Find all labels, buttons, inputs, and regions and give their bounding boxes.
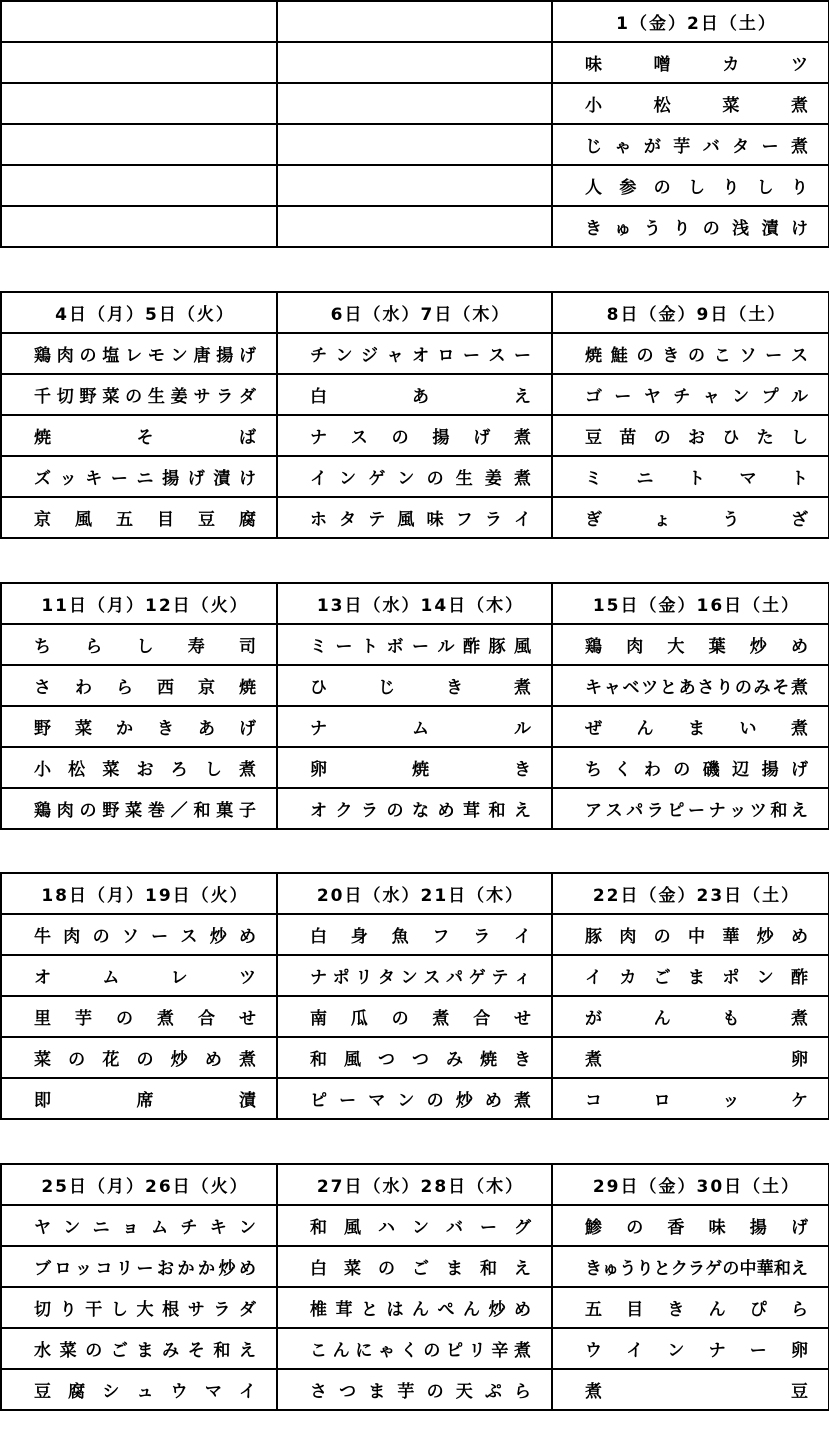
menu-item: コ​ロ​ッ​ケ — [585, 1091, 808, 1111]
menu-cell — [1, 788, 277, 829]
menu-row — [1, 955, 829, 996]
day-header: 25日（月）26日（火） — [1, 1164, 277, 1205]
menu-row — [1, 497, 829, 538]
week-header-row — [1, 1164, 829, 1205]
menu-cell — [552, 83, 829, 124]
menu-item: 椎​茸​と​は​ん​ぺ​ん​炒​め — [310, 1300, 531, 1320]
week-2-table — [0, 291, 829, 539]
menu-row — [1, 374, 829, 415]
menu-item: 鶏​肉​の​野​菜​巻​／​和​菓​子 — [34, 801, 256, 821]
day-header — [277, 1, 552, 42]
menu-item: 小​松​菜​煮 — [585, 96, 808, 116]
menu-cell — [552, 624, 829, 665]
week-5-table — [0, 1163, 829, 1411]
day-header: 27日（水）28日（木） — [277, 1164, 552, 1205]
menu-item: き​ゅ​う​り​と​ク​ラ​ゲ​の​中​華​和​え — [585, 1259, 808, 1279]
menu-item: 千​切​野​菜​の​生​姜​サ​ラ​ダ — [34, 387, 256, 407]
menu-item: ウ​イ​ン​ナ​ー​卵 — [585, 1341, 808, 1361]
day-header: 11日（月）12日（火） — [1, 583, 277, 624]
day-header: 8日（金）9日（土） — [552, 292, 829, 333]
week-1-block — [0, 0, 829, 248]
day-header: 20日（水）21日（木） — [277, 873, 552, 914]
day-header: 15日（金）16日（土） — [552, 583, 829, 624]
day-header: 22日（金）23日（土） — [552, 873, 829, 914]
menu-row — [1, 206, 829, 247]
menu-row — [1, 1369, 829, 1410]
menu-item: ズ​ッ​キ​ー​ニ​揚​げ​漬​け — [34, 469, 256, 489]
menu-item: 豆​腐​シ​ュ​ウ​マ​イ — [34, 1382, 256, 1402]
menu-item: ぜ​ん​ま​い​煮 — [585, 719, 808, 739]
menu-cell — [1, 706, 277, 747]
menu-cell — [552, 165, 829, 206]
menu-item: 野​菜​か​き​あ​げ — [34, 719, 256, 739]
menu-cell — [1, 1037, 277, 1078]
menu-cell — [1, 415, 277, 456]
day-header: 6日（水）7日（木） — [277, 292, 552, 333]
menu-cell — [1, 374, 277, 415]
menu-item: ミ​ニ​ト​マ​ト — [585, 469, 808, 489]
menu-cell — [1, 624, 277, 665]
menu-item: 小​松​菜​お​ろ​し​煮 — [34, 760, 256, 780]
menu-item: イ​ン​ゲ​ン​の​生​姜​煮 — [310, 469, 531, 489]
menu-cell — [277, 996, 552, 1037]
week-header-row — [1, 1, 829, 42]
menu-cell — [1, 665, 277, 706]
menu-item: ち​ら​し​寿​司 — [34, 637, 256, 657]
menu-cell — [277, 415, 552, 456]
menu-cell — [277, 788, 552, 829]
menu-cell — [552, 42, 829, 83]
menu-cell — [552, 1037, 829, 1078]
menu-item: ミ​ー​ト​ボ​ー​ル​酢​豚​風 — [310, 637, 531, 657]
menu-item: 豚​肉​の​中​華​炒​め — [585, 927, 808, 947]
menu-item: ピ​ー​マ​ン​の​炒​め​煮 — [310, 1091, 531, 1111]
menu-cell — [552, 1328, 829, 1369]
menu-cell — [1, 914, 277, 955]
menu-row — [1, 1246, 829, 1287]
menu-item: イ​カ​ご​ま​ポ​ン​酢 — [585, 968, 808, 988]
menu-row — [1, 415, 829, 456]
menu-cell — [277, 42, 552, 83]
menu-item: ち​く​わ​の​磯​辺​揚​げ — [585, 760, 808, 780]
menu-cell — [552, 206, 829, 247]
menu-cell — [277, 914, 552, 955]
menu-cell — [552, 1369, 829, 1410]
menu-cell — [277, 124, 552, 165]
menu-cell — [1, 83, 277, 124]
menu-item: が​ん​も​煮 — [585, 1009, 808, 1029]
menu-cell — [277, 456, 552, 497]
menu-row — [1, 83, 829, 124]
menu-cell — [552, 1287, 829, 1328]
menu-item: 煮​卵 — [585, 1050, 808, 1070]
menu-cell — [1, 996, 277, 1037]
menu-cell — [1, 1205, 277, 1246]
menu-item: ナ​ポ​リ​タ​ン​ス​パ​ゲ​テ​ィ — [310, 968, 531, 988]
menu-cell — [277, 1205, 552, 1246]
menu-row — [1, 1037, 829, 1078]
menu-cell — [277, 665, 552, 706]
menu-item: 南​瓜​の​煮​合​せ — [310, 1009, 531, 1029]
menu-cell — [277, 1246, 552, 1287]
menu-cell — [277, 165, 552, 206]
week-4-block — [0, 872, 829, 1120]
menu-item: 白​あ​え — [310, 387, 531, 407]
menu-cell — [1, 955, 277, 996]
menu-item: じ​ゃ​が​芋​バ​タ​ー​煮 — [585, 137, 808, 157]
menu-cell — [1, 497, 277, 538]
menu-cell — [277, 1369, 552, 1410]
menu-item: 卵​焼​き — [310, 760, 531, 780]
menu-cell — [277, 624, 552, 665]
menu-row — [1, 788, 829, 829]
menu-row — [1, 1287, 829, 1328]
menu-cell — [552, 665, 829, 706]
menu-row — [1, 996, 829, 1037]
menu-cell — [1, 747, 277, 788]
week-1-table — [0, 0, 829, 248]
menu-item: オ​ク​ラ​の​な​め​茸​和​え — [310, 801, 531, 821]
menu-cell — [277, 206, 552, 247]
menu-cell — [1, 42, 277, 83]
menu-item: 白​菜​の​ご​ま​和​え — [310, 1259, 531, 1279]
menu-item: 京​風​五​目​豆​腐 — [34, 510, 256, 530]
menu-cell — [1, 1078, 277, 1119]
menu-item: ゴ​ー​ヤ​チ​ャ​ン​プ​ル — [585, 387, 808, 407]
menu-cell — [277, 706, 552, 747]
day-header: 1（金）2日（土） — [552, 1, 829, 42]
menu-cell — [1, 1246, 277, 1287]
menu-row — [1, 42, 829, 83]
menu-row — [1, 624, 829, 665]
menu-item: ナ​ス​の​揚​げ​煮 — [310, 428, 531, 448]
day-header: 13日（水）14日（木） — [277, 583, 552, 624]
menu-cell — [552, 124, 829, 165]
menu-cell — [277, 1287, 552, 1328]
menu-cell — [277, 374, 552, 415]
week-2-block — [0, 291, 829, 539]
menu-row — [1, 124, 829, 165]
week-3-table — [0, 582, 829, 830]
menu-cell — [1, 206, 277, 247]
menu-cell — [277, 83, 552, 124]
menu-cell — [552, 914, 829, 955]
menu-item: 豆​苗​の​お​ひ​た​し — [585, 428, 808, 448]
day-header: 18日（月）19日（火） — [1, 873, 277, 914]
menu-item: 人​参​の​し​り​し​り — [585, 178, 808, 198]
menu-item: き​ゅ​う​り​の​浅​漬​け — [585, 219, 808, 239]
menu-cell — [552, 1205, 829, 1246]
menu-item: ナ​ム​ル — [310, 719, 531, 739]
menu-item: 白​身​魚​フ​ラ​イ — [310, 927, 531, 947]
menu-cell — [552, 456, 829, 497]
menu-item: チ​ン​ジ​ャ​オ​ロ​ー​ス​ー — [310, 346, 531, 366]
menu-cell — [1, 124, 277, 165]
menu-cell — [277, 497, 552, 538]
menu-item: 五​目​き​ん​ぴ​ら — [585, 1300, 808, 1320]
menu-row — [1, 665, 829, 706]
menu-cell — [277, 333, 552, 374]
menu-item: キ​ャ​ベ​ツ​と​あ​さ​り​の​み​そ​煮 — [585, 678, 808, 698]
menu-cell — [552, 1078, 829, 1119]
menu-cell — [277, 955, 552, 996]
menu-cell — [1, 1328, 277, 1369]
menu-item: さ​つ​ま​芋​の​天​ぷ​ら — [310, 1382, 531, 1402]
menu-row — [1, 456, 829, 497]
menu-cell — [552, 996, 829, 1037]
week-header-row — [1, 292, 829, 333]
menu-item: 牛​肉​の​ソ​ー​ス​炒​め — [34, 927, 256, 947]
week-4-table — [0, 872, 829, 1120]
menu-item: 味​噌​カ​ツ — [585, 55, 808, 75]
menu-row — [1, 165, 829, 206]
menu-row — [1, 706, 829, 747]
menu-item: こ​ん​に​ゃ​く​の​ピ​リ​辛​煮 — [310, 1341, 531, 1361]
menu-cell — [1, 165, 277, 206]
menu-cell — [277, 1328, 552, 1369]
menu-row — [1, 914, 829, 955]
menu-item: 鯵​の​香​味​揚​げ — [585, 1218, 808, 1238]
menu-item: 和​風​つ​つ​み​焼​き — [310, 1050, 531, 1070]
menu-item: 焼​そ​ば — [34, 428, 256, 448]
menu-cell — [552, 706, 829, 747]
week-header-row — [1, 583, 829, 624]
week-3-block — [0, 582, 829, 830]
menu-item: ア​ス​パ​ラ​ピ​ー​ナ​ッ​ツ​和​え — [585, 801, 808, 821]
menu-item: 菜​の​花​の​炒​め​煮 — [34, 1050, 256, 1070]
day-header — [1, 1, 277, 42]
menu-cell — [552, 955, 829, 996]
menu-item: 鶏​肉​大​葉​炒​め — [585, 637, 808, 657]
menu-item: ブ​ロ​ッ​コ​リ​ー​お​か​か​炒​め — [34, 1259, 256, 1279]
week-5-block — [0, 1163, 829, 1411]
menu-item: 煮​豆 — [585, 1382, 808, 1402]
menu-row — [1, 333, 829, 374]
menu-item: 焼​鮭​の​き​の​こ​ソ​ー​ス — [585, 346, 808, 366]
week-header-row — [1, 873, 829, 914]
menu-cell — [552, 1246, 829, 1287]
menu-cell — [552, 788, 829, 829]
menu-item: 鶏​肉​の​塩​レ​モ​ン​唐​揚​げ — [34, 346, 256, 366]
menu-cell — [1, 1369, 277, 1410]
menu-item: 即​席​漬 — [34, 1091, 256, 1111]
menu-item: ヤ​ン​ニ​ョ​ム​チ​キ​ン — [34, 1218, 256, 1238]
menu-cell — [1, 456, 277, 497]
day-header: 4日（月）5日（火） — [1, 292, 277, 333]
menu-cell — [277, 1078, 552, 1119]
menu-cell — [552, 333, 829, 374]
menu-item: ホ​タ​テ​風​味​フ​ラ​イ — [310, 510, 531, 530]
menu-item: オ​ム​レ​ツ — [34, 968, 256, 988]
menu-item: 和​風​ハ​ン​バ​ー​グ — [310, 1218, 531, 1238]
menu-cell — [552, 747, 829, 788]
menu-cell — [552, 497, 829, 538]
menu-row — [1, 1328, 829, 1369]
menu-item: ぎ​ょ​う​ざ — [585, 510, 808, 530]
menu-item: 切​り​干​し​大​根​サ​ラ​ダ — [34, 1300, 256, 1320]
menu-cell — [277, 747, 552, 788]
menu-cell — [277, 1037, 552, 1078]
day-header: 29日（金）30日（土） — [552, 1164, 829, 1205]
menu-cell — [552, 415, 829, 456]
menu-row — [1, 747, 829, 788]
menu-cell — [1, 333, 277, 374]
menu-item: ひ​じ​き​煮 — [310, 678, 531, 698]
menu-cell — [1, 1287, 277, 1328]
menu-row — [1, 1205, 829, 1246]
menu-item: さ​わ​ら​西​京​焼 — [34, 678, 256, 698]
menu-cell — [552, 374, 829, 415]
menu-item: 水​菜​の​ご​ま​み​そ​和​え — [34, 1341, 256, 1361]
menu-item: 里​芋​の​煮​合​せ — [34, 1009, 256, 1029]
menu-row — [1, 1078, 829, 1119]
